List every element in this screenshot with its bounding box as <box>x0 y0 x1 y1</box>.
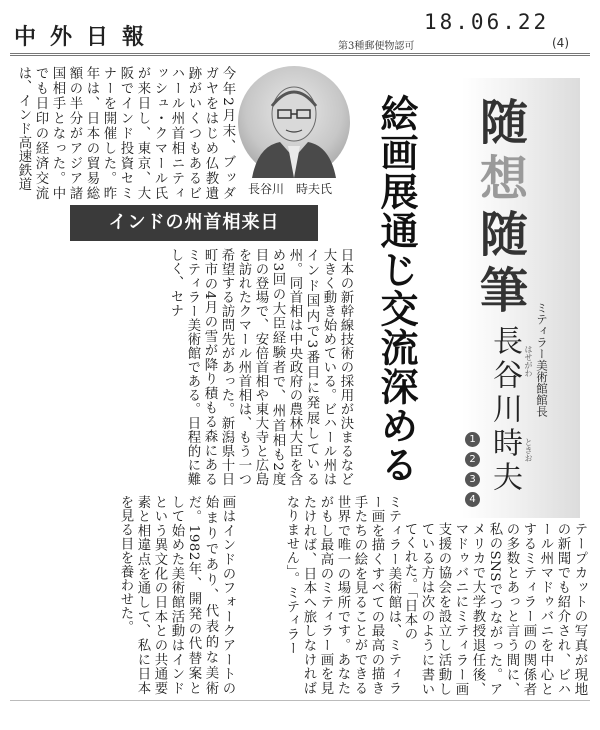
subheading-banner: インドの州首相来日 <box>70 205 318 241</box>
newspaper-name: 中外日報 <box>14 25 159 50</box>
author-name: 長谷川時夫 <box>487 325 522 495</box>
installment-4: 4 <box>465 492 480 507</box>
masthead-rule <box>10 53 590 56</box>
footer-rule <box>10 700 590 701</box>
series-title-char-1: 随 <box>480 95 529 151</box>
headline: 絵画展通じ交流深める <box>374 94 418 484</box>
postal-permit: 第3種郵便物認可 <box>338 41 415 52</box>
body-middle: 日本の新幹線技術の採用が決まるなど大きく動き始めている。ビハール州はインド国内で3番目に発展している州。同首相は中央政府の農林大臣を含め3回の大臣経験者で、州首相も2度目の登場で、安倍首相や東大寺と広島を訪れたクマール州首相は、もう一つ希望する訪問先があった。新潟県十日町市の4月の雪が降り積もる森にあるミティラー美術館である。日程的に難しく、セナ <box>168 248 353 486</box>
body-right-edge: テープカットの写真が現地の新聞でも紹介され、ビハール州マドゥバニを中心とするミティラー画の関係者の多数とあっと言う間に、私のSNSでつながった。アメリカで大学教授退任後、マドゥバニにミティラー画支援の協会を設立し活動している方は次のように書いてくれた。「日本の <box>402 522 587 696</box>
installment-2: 2 <box>465 452 480 467</box>
body-lower-middle: 画はインドのフォークアートの始まりであり、代表的な美術だ。1982年、開発の代替案として始めた美術館活動はインドという異文化の日本との共通要素と相違点を通して、私に日本を見る目を養わせた。 <box>118 495 235 695</box>
series-title-char-4: 筆 <box>480 263 529 319</box>
author-photo <box>238 66 350 178</box>
body-lower-right: ミティラー美術館は、ミティラー画を描くすべての最高の描き手たちの絵を見ることができる世界で唯一の場所です。あなたがもし最高のミティラー画を見たければ、日本へ旅しなければなりません」。ミティラー <box>284 495 401 695</box>
issue-date: 18.06.22 <box>424 10 550 34</box>
series-title-char-3: 随 <box>480 207 529 263</box>
page-number: (4) <box>552 36 569 50</box>
installment-3: 3 <box>465 472 480 487</box>
portrait-illustration <box>238 66 350 178</box>
photo-caption: 長谷川 時夫氏 <box>248 182 333 196</box>
series-title-char-2: 想 <box>480 151 529 207</box>
author-ruby-family: はせがわ <box>524 345 533 377</box>
author-title: ミティラー美術館館長 <box>535 302 549 417</box>
installment-1: 1 <box>465 432 480 447</box>
author-ruby-given: ときお <box>524 438 533 462</box>
body-upper-left: 今年2月末、ブッダガヤをはじめ仏教遺跡がいくつもあるビハール州首相ニティッシュ・クマール氏が来日し、東京、大阪でインド投資セミナーを開催した。昨年は、日本の貿易総額の半分がアジア諸国相手となった。中でも日印の経済交流は、インド高速鉄道 <box>16 66 235 200</box>
